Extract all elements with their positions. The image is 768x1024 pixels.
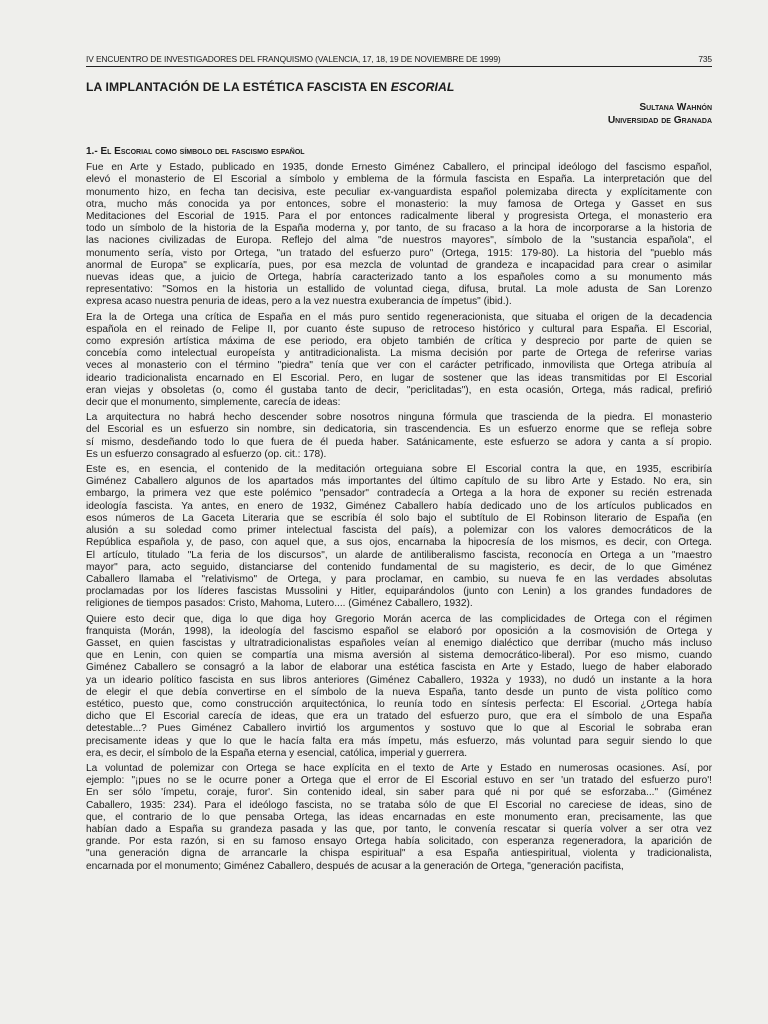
text-line: española en el reinado de Felipe II, por cuanto éste supuso de retroceso histórico y cultural para España. El Escorial,	[86, 323, 712, 335]
text-line: La voluntad de polemizar con Ortega se hace explícita en el texto de Arte y Estado en numerosas ocasiones. Así, por	[86, 762, 712, 774]
article-body	[86, 146, 712, 876]
text-line: La arquitectura no habrá hecho descender sobre nosotros ninguna fórmula que trascienda de la piedra. El monasterio	[86, 412, 712, 424]
text-line: encarnada por el monumento; Giménez Caballero, después de acusar a la generación de Ortega, "generación pacifista,	[86, 860, 624, 872]
text-line: estético, puesto que, como construcción arquitectónica, lo reunía todo en síntesis perfecta: El Escorial. ¿Ortega había	[86, 698, 712, 710]
text-line: habían dado a España su grandeza pasada y las que, por tanto, le convenía rescatar si quería volver a ser otra vez	[86, 823, 712, 835]
text-line: franquista (Morán, 1998), la ideología del fascismo español se elaboró por oposición a la cosmovisión de Ortega y	[86, 625, 712, 637]
text-line: Giménez Caballero se consagró a la labor de elaborar una estética fascista en Arte y Estado, luego de haber elaborado	[86, 662, 712, 674]
text-line: las naciones civilizadas de Europa. Reflejo del alma "de nuestros mayores", símbolo de la "sustancia española", el	[86, 235, 712, 247]
author-name: Sultana Wahnón	[639, 102, 712, 113]
text-line: Éste es, en esencia, el contenido de la meditación orteguiana sobre El Escorial contra la que, en 1935, escribiría	[86, 464, 712, 476]
text-line: esos números de La Gaceta Literaria que se escribía él solo bajo el subtítulo de El Robinson literario de España (en	[86, 512, 712, 524]
text-line: elevó el monasterio de El Escorial a símbolo y emblema de la fórmula fascista en España. La interpretación que del	[86, 174, 712, 186]
text-line: decir que el monumento, simplemente, carecía de ideas:	[86, 397, 341, 409]
text-line: como expresión artística máxima de ese periodo, era objeto también de crítica y desprecio por parte de quien se	[86, 336, 712, 348]
text-line: Era la de Ortega una crítica de España en el más puro sentido regeneracionista, que situaba el origen de la decadencia	[86, 311, 712, 323]
text-line: grande. Por esta razón, si en su famoso ensayo Ortega había solicitado, con esperanza regeneradora, la aparición de	[86, 836, 712, 848]
paragraph	[86, 464, 712, 610]
text-line: Giménez Caballero algunos de los apartados más importantes del último capítulo de su libro Arte y Estado. No era, sin	[86, 476, 712, 488]
text-line: alusión a su soledad como primer intelectual fascista del país), a polemizar con los valores democráticos de la	[86, 525, 712, 537]
text-line: veces al monasterio con el término "piedra" tenía que ver con el carácter petrificado, inmovilista que Ortega atribuía al	[86, 360, 712, 372]
text-line: ideario tradicionalista encarnado en El Escorial. Pero, en lugar de sostener que las ideas transmitidas por El Escorial	[86, 372, 712, 384]
text-line: sí mismo, desdeñando todo lo que fuera de él pueda haber. Satánicamente, este esfuerzo se adora y canta a sí propio.	[86, 436, 712, 448]
text-line: todo un símbolo de la historia de la España moderna y, por tanto, de su fracaso a la hora de incorporarse a la historia de	[86, 223, 712, 235]
article-title-italic: ESCORIAL	[390, 80, 455, 94]
text-line: Meditaciones del Escorial de 1915. Para el por entonces radicalmente liberal y progresista Ortega, el monasterio era	[86, 211, 712, 223]
text-line: Es un esfuerzo consagrado al esfuerzo (op. cit.: 178).	[86, 448, 327, 460]
text-line: Fue en Arte y Estado, publicado en 1935, donde Ernesto Giménez Caballero, el principal ideólogo del fascismo español,	[86, 162, 712, 174]
paragraph	[86, 763, 712, 873]
text-line: Quiere esto decir que, diga lo que diga hoy Gregorio Morán acerca de las complicidades de Ortega con el régimen	[86, 613, 712, 625]
paragraph	[86, 162, 712, 308]
paragraphs	[86, 162, 712, 873]
text-line: otra, mucho más conocida ya por entonces, sobre el monasterio: la muy famosa de Ortega y Gasset en sus	[86, 198, 712, 210]
text-line: "una generación digna de arrancarle la chispa espiritual" a esa España antiespiritual, violenta y tradicionalista,	[86, 848, 712, 860]
text-line: anormal de Europa" se explicaría, pues, por esa mezcla de voluntad de grandeza e incapacidad para crear o asimilar	[86, 259, 712, 271]
text-line: representativo: "Somos en la historia un estallido de voluntad ciega, difusa, brutal. La mole adusta de San Lorenzo	[86, 284, 712, 296]
text-line: nuevas ideas que, a juicio de Ortega, habría caracterizado tanto a los españoles como a su monumento más	[86, 272, 712, 284]
text-line: ideología fascista. Ya antes, en enero de 1932, Giménez Caballero había dedicado uno de los artículos publicados en	[86, 500, 712, 512]
text-line: embargo, la primera vez que este polémico "pensador" contradecía a Ortega a la hora de exponer su recién estrenada	[86, 488, 712, 500]
text-line: Caballero llamaba el "relativismo" de Ortega, y para proclamar, en cambio, su nueva fe en las verdades absolutas	[86, 573, 712, 585]
text-line: eran viejas y obsoletas (o, como él gustaba tanto de decir, "periclitadas"), en esta ocasión, Ortega, más radical, prefirió	[86, 384, 712, 396]
paragraph	[86, 412, 712, 461]
text-line: precisamente ideas y que lo que le hacía falta era más ímpetu, más esfuerzo, más voluntad para seguir siendo lo que	[86, 735, 712, 747]
text-line: proclamadas por los líderes fascistas Mussolini y Hitler, equiparándolos (junto con Lenin) a los grandes fundadores de	[86, 586, 712, 598]
page-number: 735	[698, 54, 712, 64]
text-line: de elegir el que debía convertirse en el símbolo de la nueva España, tanto desde un punto de vista político como	[86, 686, 712, 698]
article-title-main: LA IMPLANTACIÓN DE LA ESTÉTICA FASCISTA EN	[86, 80, 391, 94]
text-line: detestable...? Pues Giménez Caballero invirtió los argumentos y sostuvo que lo que al Escorial le sobraba eran	[86, 723, 712, 735]
running-title: IV ENCUENTRO DE INVESTIGADORES DEL FRANQUISMO (VALENCIA, 17, 18, 19 DE NOVIEMBRE DE 1999)	[86, 54, 501, 64]
text-line: dicho que El Escorial carecía de ideas, que era un tratado del esfuerzo puro, que era el símbolo de una España	[86, 711, 712, 723]
text-line: El artículo, titulado "La feria de los discursos", un alarde de antiliberalismo fascista, reconocía en Ortega a un "maestro	[86, 549, 712, 561]
text-line: mayor" para, acto seguido, distanciarse del contenido fundamental de su magisterio, es decir, de lo que Giménez	[86, 561, 712, 573]
paragraph	[86, 312, 712, 410]
author-affiliation: Universidad de Granada	[607, 115, 712, 126]
text-line: ejemplo: "¡pues no se le ocurre poner a Ortega que el error de El Escorial estuvo en ser 'un tratado del esfuerzo puro'!	[86, 775, 712, 787]
text-line: que, el contrario de lo que pensaba Ortega, las ideas encarnadas en este monumento eran, precisamente, las que	[86, 811, 712, 823]
text-line: expresa acaso nuestra penuria de ideas, pero a la vez nuestra exuberancia de ímpetus" (ibid.).	[86, 296, 512, 308]
text-line: concebía como intelectual europeísta y antitradicionalista. La misma decisión por parte de Ortega de referirse varias	[86, 348, 712, 360]
article-title	[86, 80, 454, 94]
text-line: que en Lenin, con quien se compartía una misma aversión al sistema democrático-liberal). Por eso mismo, cuando	[86, 650, 712, 662]
text-line: En ser sólo 'ímpetu, coraje, furor'. Sin contenido ideal, sin saber para qué ni por qué se esforzaba..." (Giménez	[86, 787, 712, 799]
running-header	[86, 54, 712, 67]
text-line: religiones de tiempos pasados: Cristo, Mahoma, Lutero.... (Giménez Caballero, 1932).	[86, 598, 473, 610]
text-line: monumento hizo, en fecha tan decisiva, este peculiar ex-vanguardista español polemizaba directa y explícitamente con	[86, 186, 712, 198]
author-block	[608, 101, 712, 127]
text-line: del Escorial es un esfuerzo sin nombre, sin dedicatoria, sin trascendencia. Es un esfuerzo enorme que se refleja sobre	[86, 424, 712, 436]
text-line: Gasset, en quien fascistas y ultratradicionalistas españoles veían al enemigo dialéctico que derribar (mucho más incluso	[86, 637, 712, 649]
paragraph	[86, 614, 712, 760]
text-line: ya un ideario político fascista en sus libros anteriores (Giménez Caballero, 1932a y 1933), no dudó un instante a la hora	[86, 674, 712, 686]
text-line: monumento sería, visto por Ortega, "un tratado del esfuerzo puro" (Ortega, 1915: 179-80). La historia del "pueblo más	[86, 247, 712, 259]
section-heading: 1.- El Escorial como símbolo del fascismo español	[86, 146, 305, 157]
text-line: Caballero, 1935: 234). Para el ideólogo fascista, no se trataba sólo de que El Escorial no careciese de ideas, sino de	[86, 799, 712, 811]
text-line: era, es decir, el símbolo de la España eterna y esencial, católica, imperial y guerrera.	[86, 747, 468, 759]
text-line: República española y, de paso, con aquel que, a sus ojos, encarnaba la hipocresía de los mismos, es decir, con Ortega.	[86, 537, 712, 549]
